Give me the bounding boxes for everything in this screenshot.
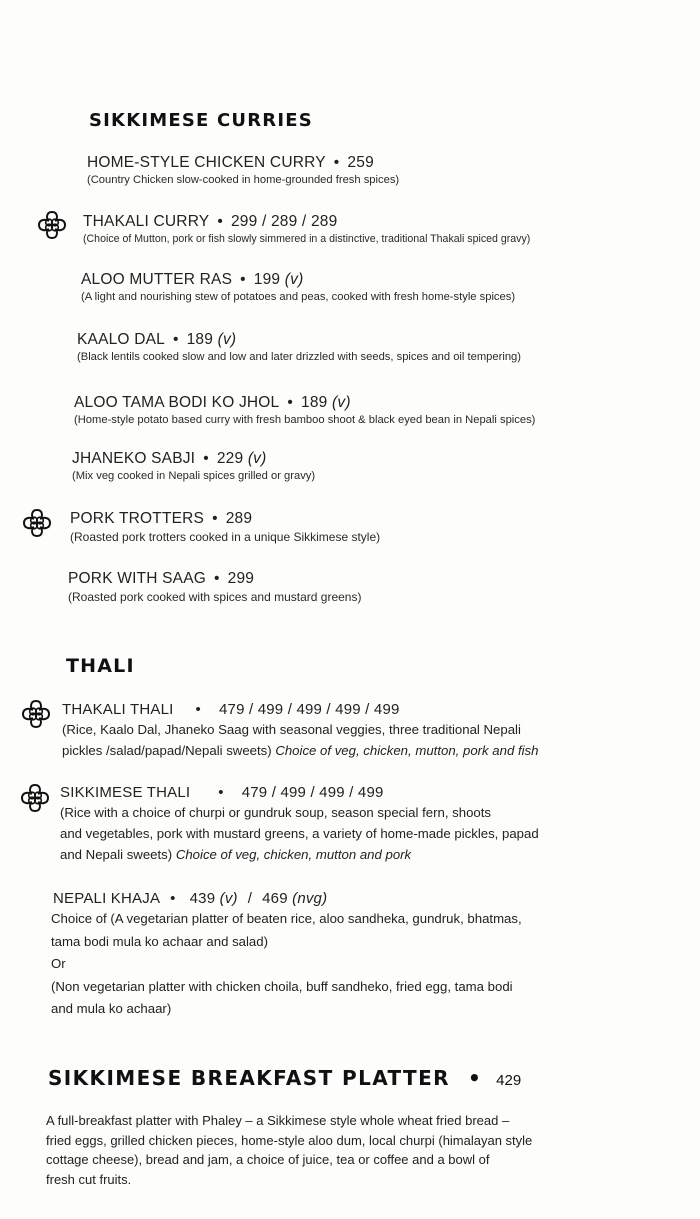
item-price: 229 [216, 450, 244, 467]
item-description: (Mix veg cooked in Nepali spices grilled or gravy) [72, 470, 316, 482]
item-name: THAKALI CURRY [83, 213, 210, 230]
choice-note: Choice of veg, chicken, mutton, pork and fish [275, 743, 539, 758]
item-description: (Choice of Mutton, pork or fish slowly simmered in a distinctive, traditional Thakali spiced gravy) [83, 233, 531, 245]
item-description: Choice of (A vegetarian platter of beaten rice, aloo sandheka, gundruk, bhatmas, tama bodi mula ko achaar and salad) Or (Non vegetarian platter with chicken choila, buff sandheko, fried egg, tama bodi and mula ko achaar) [51, 911, 522, 1016]
item-name: JHANEKO SABJI [72, 450, 196, 467]
item-name: ALOO TAMA BODI KO JHOL [74, 394, 280, 411]
item-price: 199 [253, 271, 281, 288]
separator-dot: • [195, 701, 201, 718]
menu-item-aloo-tama-bodi-ko-jhol [74, 394, 535, 426]
veg-tag: (v) [284, 271, 304, 288]
item-price: 479 / 499 / 499 / 499 / 499 [218, 701, 400, 718]
item-price: 259 [347, 154, 374, 171]
veg-tag: (v) [219, 890, 238, 907]
veg-tag: (v) [332, 394, 351, 411]
item-name: ALOO MUTTER RAS [81, 271, 233, 288]
choice-note: Choice of veg, chicken, mutton and pork [175, 847, 412, 862]
separator-dot: • [287, 394, 294, 411]
separator-dot: • [333, 154, 340, 171]
separator-dot: • [212, 510, 218, 527]
item-description: (Rice, Kaalo Dal, Jhaneko Saag with seasonal veggies, three traditional Nepali pickles /salad/papad/Nepali sweets) Choice of veg, chicken, mutton, pork and fish [62, 722, 539, 758]
item-name: SIKKIMESE THALI [60, 784, 191, 801]
item-name: PORK WITH SAAG [68, 570, 207, 587]
menu-item-kaalo-dal [77, 331, 521, 363]
item-description: (Roasted pork cooked with spices and mustard greens) [68, 590, 362, 604]
menu-item-nepali-khaja [53, 890, 522, 1021]
item-price: 299 [227, 570, 255, 587]
menu-item-thakali-thali [62, 701, 539, 761]
menu-item-home-style-chicken-curry [87, 154, 399, 186]
item-price-nonveg: 469 [262, 890, 288, 907]
separator-dot: • [218, 784, 224, 801]
item-description: (Black lentils cooked slow and low and later drizzled with seeds, spices and oil tempering) [77, 351, 521, 363]
signature-knot-icon [22, 507, 52, 539]
item-price: 189 [301, 394, 328, 411]
item-name: THAKALI THALI [62, 701, 174, 718]
item-price: 479 / 499 / 499 / 499 [241, 784, 384, 801]
item-name: NEPALI KHAJA [53, 890, 161, 907]
item-name: PORK TROTTERS [70, 510, 205, 527]
section-title-thali: THALI [66, 655, 135, 677]
section-title-breakfast-platter: SIKKIMESE BREAKFAST PLATTER • 429 [48, 1066, 522, 1090]
item-description: (Roasted pork trotters cooked in a unique Sikkimese style) [70, 530, 381, 544]
item-price-veg: 439 [189, 890, 216, 907]
breakfast-description: A full-breakfast platter with Phaley – a Sikkimese style whole wheat fried bread – fried eggs, grilled chicken pieces, home-style aloo dum, local churpi (himalayan style cottage cheese), bread and jam, a choice of juice, tea or coffee and a bowl of fresh cut fruits. [46, 1113, 533, 1187]
separator-dot: • [203, 450, 209, 467]
separator-dot: • [467, 1066, 483, 1090]
menu-item-pork-with-saag [68, 570, 361, 604]
signature-knot-icon [21, 698, 51, 730]
menu-item-thakali-curry [83, 213, 530, 245]
nonveg-tag: (nvg) [292, 890, 328, 907]
veg-tag: (v) [217, 331, 237, 348]
menu-item-pork-trotters [70, 510, 380, 544]
menu-item-aloo-mutter-ras [81, 271, 515, 303]
separator-dot: • [240, 271, 246, 288]
price-slash: / [247, 890, 253, 907]
signature-knot-icon [20, 782, 50, 814]
signature-knot-icon [37, 209, 67, 241]
item-description: (Home-style potato based curry with fresh bamboo shoot & black eyed bean in Nepali spices) [74, 414, 536, 426]
section-title-curries: SIKKIMESE CURRIES [89, 110, 313, 131]
separator-dot: • [170, 890, 176, 907]
menu-item-sikkimese-thali [60, 784, 539, 865]
item-price: 289 [225, 510, 253, 527]
item-description: (Rice with a choice of churpi or gundruk soup, season special fern, shoots and vegetables, pork with mustard greens, a variety of home-made pickles, papad and Nepali sweets) Choice of veg, chicken, mutton and pork [60, 805, 539, 862]
separator-dot: • [214, 570, 220, 587]
item-description: (A light and nourishing stew of potatoes and peas, cooked with fresh home-style spices) [81, 291, 516, 303]
item-price: 429 [496, 1072, 522, 1089]
menu-item-jhaneko-sabji [72, 450, 315, 482]
item-price: 189 [186, 331, 214, 348]
item-name: KAALO DAL [77, 331, 165, 348]
veg-tag: (v) [247, 450, 267, 467]
item-description: (Country Chicken slow-cooked in home-grounded fresh spices) [87, 174, 400, 186]
item-name: HOME-STYLE CHICKEN CURRY [87, 154, 326, 171]
separator-dot: • [172, 331, 179, 348]
item-price: 299 / 289 / 289 [230, 213, 338, 230]
separator-dot: • [217, 213, 223, 230]
